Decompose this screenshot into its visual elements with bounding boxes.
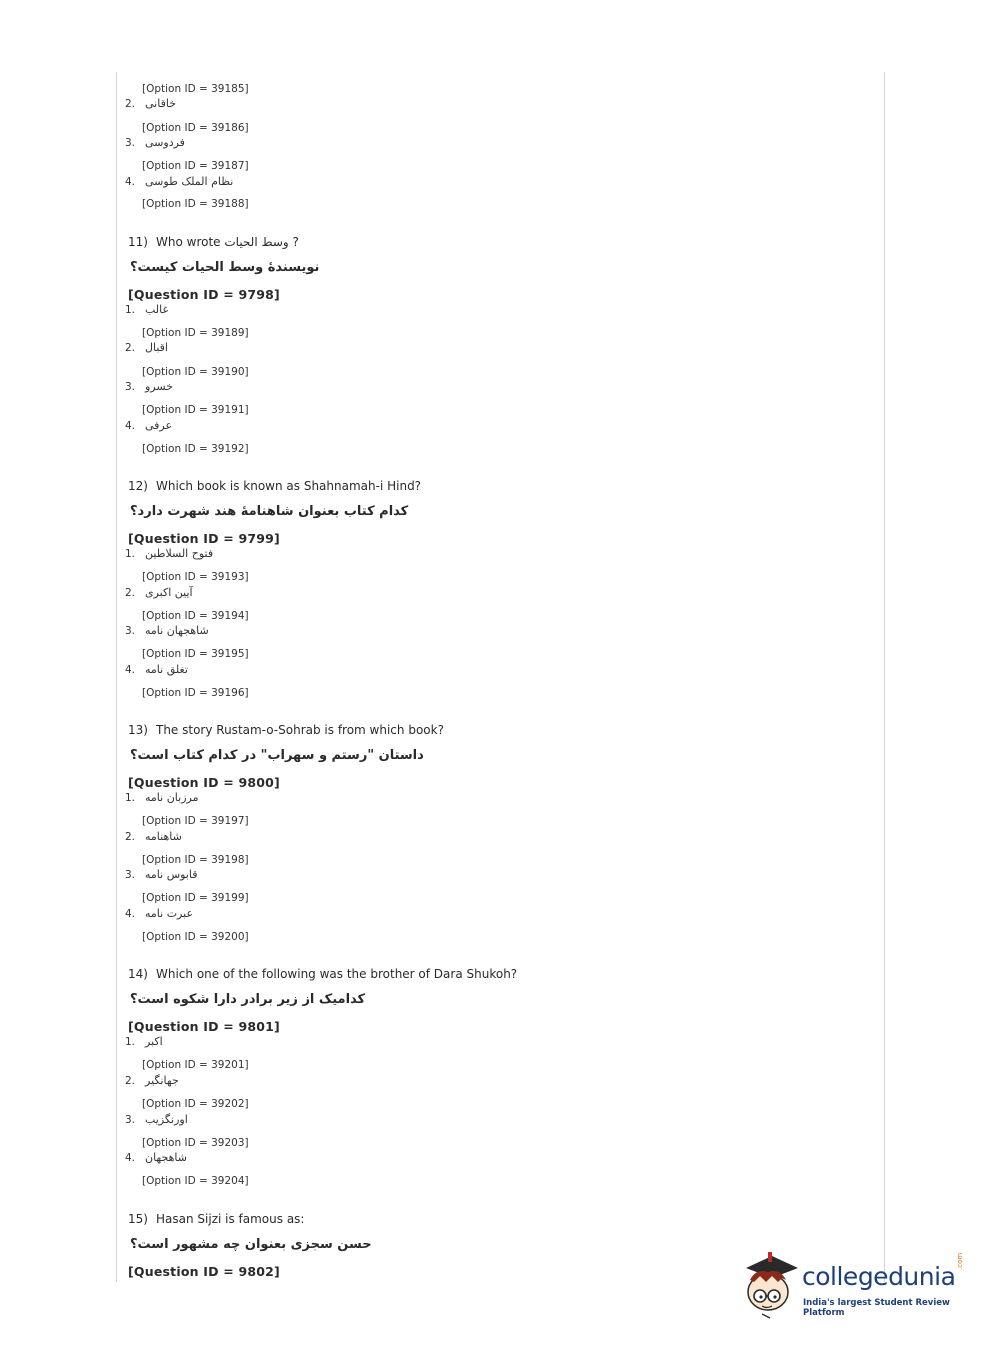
logo-wordmark: collegedunia [802, 1262, 956, 1291]
option-number: 1. [125, 548, 136, 560]
option-number: 1. [125, 304, 136, 316]
option-id: [Option ID = 39203] [142, 1137, 249, 1149]
option-number: 1. [125, 1036, 136, 1048]
option-id: [Option ID = 39200] [142, 931, 249, 943]
option-text: فتوح السلاطین [145, 547, 214, 560]
question-translation: حسن سجزی بعنوان چه مشهور است؟ [130, 1237, 372, 1252]
option-id: [Option ID = 39191] [142, 404, 249, 416]
option-text: اکبر [145, 1035, 163, 1048]
question-id: [Question ID = 9801] [128, 1019, 280, 1034]
option-id: [Option ID = 39201] [142, 1059, 249, 1071]
option-text: اورنگزیب [145, 1113, 188, 1126]
question-title [128, 723, 444, 737]
option-text: غالب [145, 303, 169, 316]
option-text: جهانگیر [145, 1074, 179, 1087]
option-number: 3. [125, 137, 136, 149]
question-text: Who wrote وسط الحیات ? [156, 235, 299, 249]
question-id: [Question ID = 9798] [128, 287, 280, 302]
question-title [128, 235, 299, 249]
question-title [128, 479, 421, 493]
option-number: 3. [125, 625, 136, 637]
option-text: نظام الملک طوسی [145, 175, 234, 188]
option-text: تغلق نامه [145, 663, 188, 676]
option-id: [Option ID = 39185] [142, 83, 249, 95]
option-id: [Option ID = 39192] [142, 443, 249, 455]
option-id: [Option ID = 39198] [142, 854, 249, 866]
option-number: 2. [125, 1075, 136, 1087]
question-number: 12) [128, 479, 148, 493]
option-text: اقبال [145, 341, 168, 354]
option-number: 3. [125, 869, 136, 881]
question-title [128, 967, 517, 981]
option-id: [Option ID = 39193] [142, 571, 249, 583]
option-text: شاهنامه [145, 830, 182, 843]
question-number: 11) [128, 235, 148, 249]
option-text: فردوسی [145, 136, 185, 149]
option-id: [Option ID = 39190] [142, 366, 249, 378]
option-id: [Option ID = 39187] [142, 160, 249, 172]
option-id: [Option ID = 39194] [142, 610, 249, 622]
option-number: 1. [125, 792, 136, 804]
option-text: آیین اکبری [145, 586, 193, 599]
option-text: عرفی [145, 419, 173, 432]
question-id: [Question ID = 9802] [128, 1264, 280, 1279]
option-number: 2. [125, 98, 136, 110]
option-number: 3. [125, 381, 136, 393]
question-number: 13) [128, 723, 148, 737]
option-id: [Option ID = 39188] [142, 198, 249, 210]
logo-suffix: .com [956, 1252, 964, 1270]
question-number: 14) [128, 967, 148, 981]
question-translation: کدام کتاب بعنوان شاهنامهٔ هند شهرت دارد؟ [130, 504, 409, 519]
option-number: 2. [125, 342, 136, 354]
option-number: 4. [125, 176, 136, 188]
question-translation: کدامیک از زیر برادر دارا شکوه است؟ [130, 992, 366, 1007]
question-id: [Question ID = 9799] [128, 531, 280, 546]
option-text: قابوس نامه [145, 868, 198, 881]
option-number: 4. [125, 1152, 136, 1164]
option-id: [Option ID = 39204] [142, 1175, 249, 1187]
option-id: [Option ID = 39195] [142, 648, 249, 660]
option-text: شاهجهان [145, 1151, 187, 1164]
question-text: Which book is known as Shahnamah-i Hind? [156, 479, 422, 493]
option-number: 4. [125, 908, 136, 920]
question-translation: داستان "رستم و سهراب" در کدام کتاب است؟ [130, 748, 424, 763]
collegedunia-logo [742, 1250, 972, 1320]
option-number: 2. [125, 587, 136, 599]
option-id: [Option ID = 39199] [142, 892, 249, 904]
question-translation: نویسندهٔ وسط الحیات کیست؟ [130, 260, 320, 275]
option-id: [Option ID = 39186] [142, 122, 249, 134]
question-text: Hasan Sijzi is famous as: [156, 1212, 305, 1226]
question-title [128, 1212, 304, 1226]
option-number: 2. [125, 831, 136, 843]
option-text: شاهجهان نامه [145, 624, 209, 637]
option-text: خسرو [145, 380, 173, 393]
option-text: خاقانی [145, 97, 176, 110]
option-text: مرزبان نامه [145, 791, 199, 804]
question-number: 15) [128, 1212, 148, 1226]
option-number: 3. [125, 1114, 136, 1126]
option-number: 4. [125, 664, 136, 676]
question-id: [Question ID = 9800] [128, 775, 280, 790]
logo-tagline: India's largest Student Review Platform [803, 1298, 950, 1318]
option-id: [Option ID = 39189] [142, 327, 249, 339]
question-text: The story Rustam-o-Sohrab is from which book? [156, 723, 444, 737]
option-text: عبرت نامه [145, 907, 194, 920]
option-id: [Option ID = 39196] [142, 687, 249, 699]
question-text: Which one of the following was the brother of Dara Shukoh? [156, 967, 518, 981]
option-id: [Option ID = 39202] [142, 1098, 249, 1110]
mascot-icon [742, 1250, 804, 1320]
option-number: 4. [125, 420, 136, 432]
option-id: [Option ID = 39197] [142, 815, 249, 827]
